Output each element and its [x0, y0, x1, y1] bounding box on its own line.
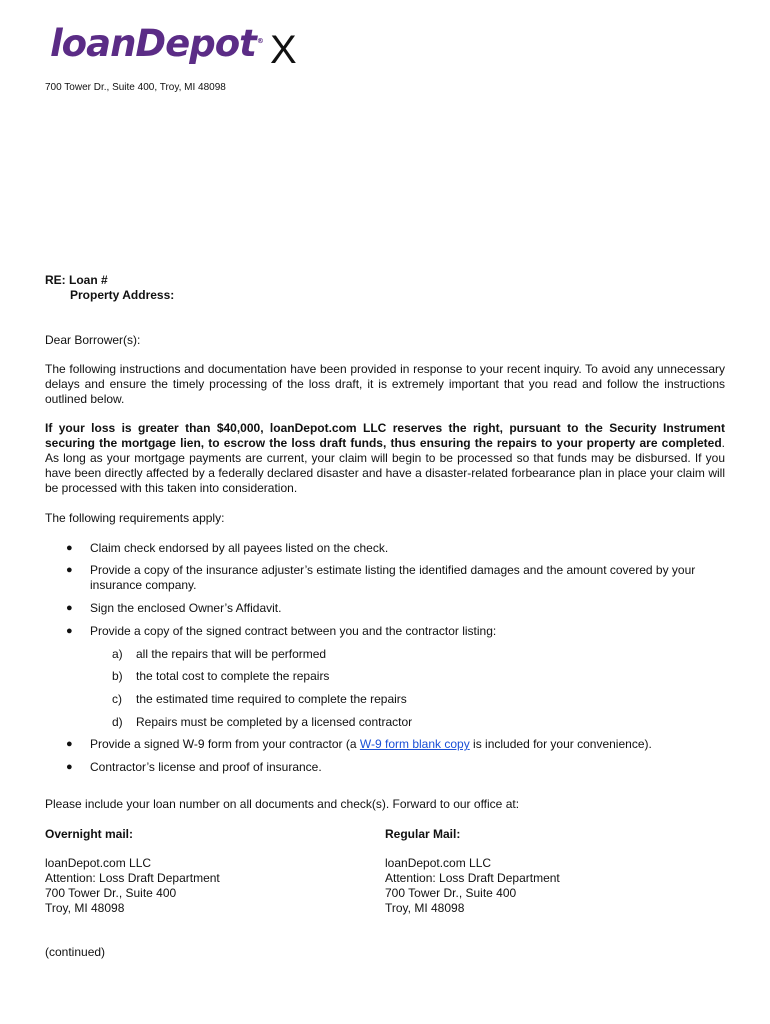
escrow-paragraph-rest: . As long as your mortgage payments are current, your claim will begin to be processed so that funds may be disbursed. If you have been directly affected by a federally declared disaster and have a disaster-related forbearance plan in place your claim will be processed with this taken into consideration. [45, 436, 725, 495]
overnight-mail-heading: Overnight mail: [45, 827, 134, 841]
re-loan-number: RE: Loan # [45, 273, 108, 287]
regular-mail-heading: Regular Mail: [385, 827, 461, 841]
sub-list-item: d) Repairs must be completed by a licensed contractor [112, 715, 413, 729]
logo-registered-mark: ® [256, 36, 263, 45]
intro-paragraph: The following instructions and documentation have been provided in response to your recent inquiry. To avoid any unnecessary delays and ensure the timely processing of the loss draft, it is extremely important that you read and follow the instructions outlined below. [45, 362, 725, 406]
company-address: 700 Tower Dr., Suite 400, Troy, MI 48098 [45, 82, 226, 93]
bullet-icon: ● [66, 602, 73, 614]
loandepot-logo [50, 22, 263, 65]
bullet-icon: ● [66, 738, 73, 750]
escrow-paragraph [45, 421, 725, 496]
escrow-paragraph-bold: If your loss is greater than $40,000, loanDepot.com LLC reserves the right, pursuant to the Security Instrument securing the mortgage lien, to escrow the loss draft funds, thus ensuring the repairs to your property are completed [45, 421, 725, 450]
sub-list-item: b) the total cost to complete the repairs [112, 669, 330, 683]
re-property-address: Property Address: [70, 288, 175, 302]
overnight-mail-address: loanDepot.com LLC Attention: Loss Draft Department 700 Tower Dr., Suite 400 Troy, MI 48098 [45, 856, 220, 915]
continued-note: (continued) [45, 945, 106, 959]
sub-list-item: a) all the repairs that will be performed [112, 647, 327, 661]
logo-text: loanDepot [50, 22, 256, 65]
sub-list-item: c) the estimated time required to complete the repairs [112, 692, 407, 706]
bullet-icon: ● [66, 625, 73, 637]
w9-form-link[interactable]: W-9 form blank copy [359, 737, 470, 751]
bullet-icon: ● [66, 761, 73, 773]
bullet-icon: ● [66, 564, 73, 576]
regular-mail-address: loanDepot.com LLC Attention: Loss Draft Department 700 Tower Dr., Suite 400 Troy, MI 48098 [385, 856, 560, 915]
bullet-icon: ● [66, 542, 73, 554]
requirements-intro: The following requirements apply: [45, 511, 225, 525]
greeting: Dear Borrower(s): [45, 333, 141, 347]
please-include-note: Please include your loan number on all documents and check(s). Forward to our office at: [45, 797, 520, 811]
close-icon[interactable]: X [270, 28, 297, 72]
